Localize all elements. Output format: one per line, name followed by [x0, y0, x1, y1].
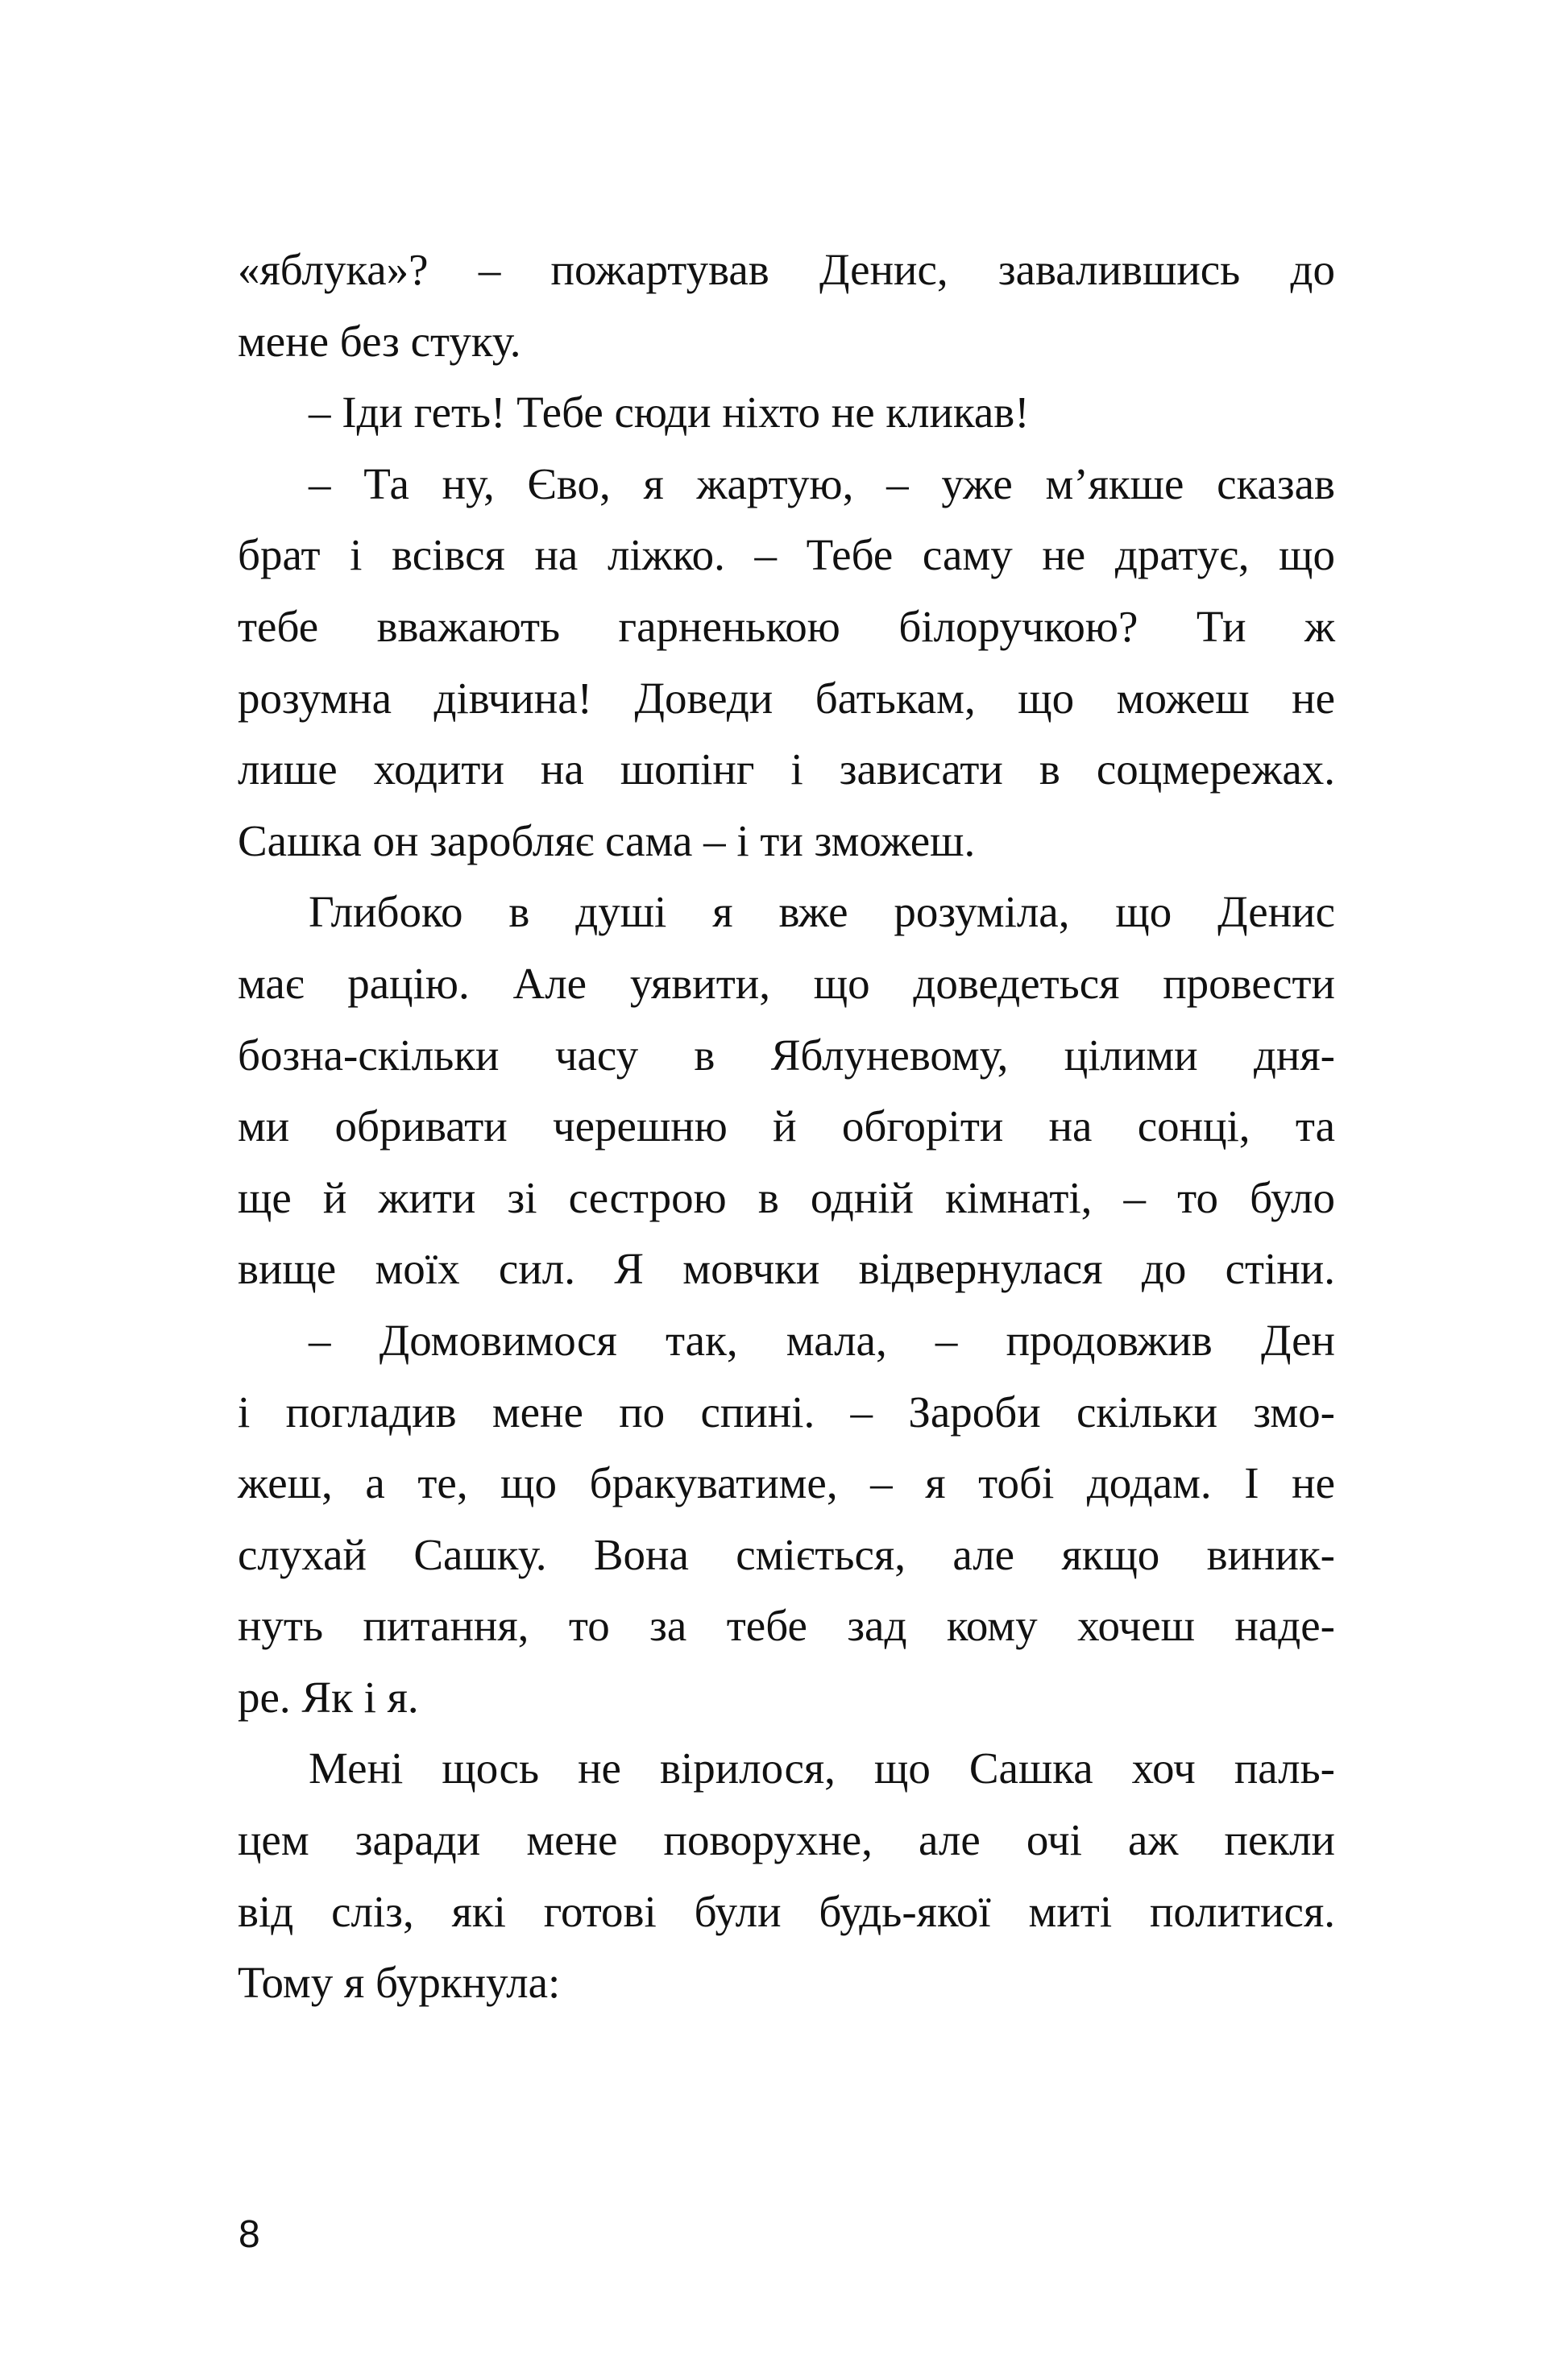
text-line: брат і всівся на ліжко. – Тебе саму не дратує, що	[238, 530, 1335, 580]
text-line: «яблука»? – пожартував Денис, завалившись до	[238, 245, 1335, 294]
text-line: має рацію. Але уявити, що доведеться провести	[238, 958, 1335, 1008]
text-line: – Та ну, Єво, я жартую, – уже м’якше сказав	[309, 458, 1335, 508]
text-line: бозна-скільки часу в Яблуневому, цілими дня-	[238, 1030, 1335, 1080]
text-line: Тому я буркнула:	[238, 1958, 561, 2008]
text-line: розумна дівчина! Доведи батькам, що можеш не	[238, 673, 1335, 723]
text-line: нуть питання, то за тебе зад кому хочеш наде-	[238, 1601, 1335, 1651]
text-line: цем заради мене поворухне, але очі аж пекли	[238, 1815, 1335, 1865]
text-line: тебе вважають гарненькою білоручкою? Ти ж	[238, 601, 1335, 651]
text-line: – Домовимося так, мала, – продовжив Ден	[309, 1315, 1335, 1365]
text-line: ми обривати черешню й обгоріти на сонці, та	[238, 1101, 1335, 1151]
text-line: слухай Сашку. Вона сміється, але якщо виник-	[238, 1529, 1335, 1579]
text-line: жеш, а те, що бракуватиме, – я тобі додам. І не	[238, 1458, 1335, 1508]
text-line: вище моїх сил. Я мовчки відвернулася до стіни.	[238, 1244, 1335, 1294]
text-line: Глибоко в душі я вже розуміла, що Денис	[309, 887, 1335, 937]
body-text	[238, 234, 1335, 2019]
text-line: від сліз, які готові були будь-якої миті политися.	[238, 1886, 1335, 1936]
text-line: – Іди геть! Тебе сюди ніхто не кликав!	[309, 388, 1030, 437]
text-line: Сашка он заробляє сама – і ти зможеш.	[238, 815, 976, 865]
text-line: і погладив мене по спині. – Зароби скільки змо-	[238, 1387, 1335, 1437]
text-line: мене без стуку.	[238, 316, 521, 366]
text-line: ще й жити зі сестрою в одній кімнаті, – то було	[238, 1172, 1335, 1222]
page-number: 8	[238, 2213, 260, 2256]
text-line: Мені щось не вірилося, що Сашка хоч паль-	[309, 1744, 1335, 1793]
text-line: ре. Як і я.	[238, 1672, 419, 1722]
text-line: лише ходити на шопінг і зависати в соцмережах.	[238, 744, 1335, 794]
